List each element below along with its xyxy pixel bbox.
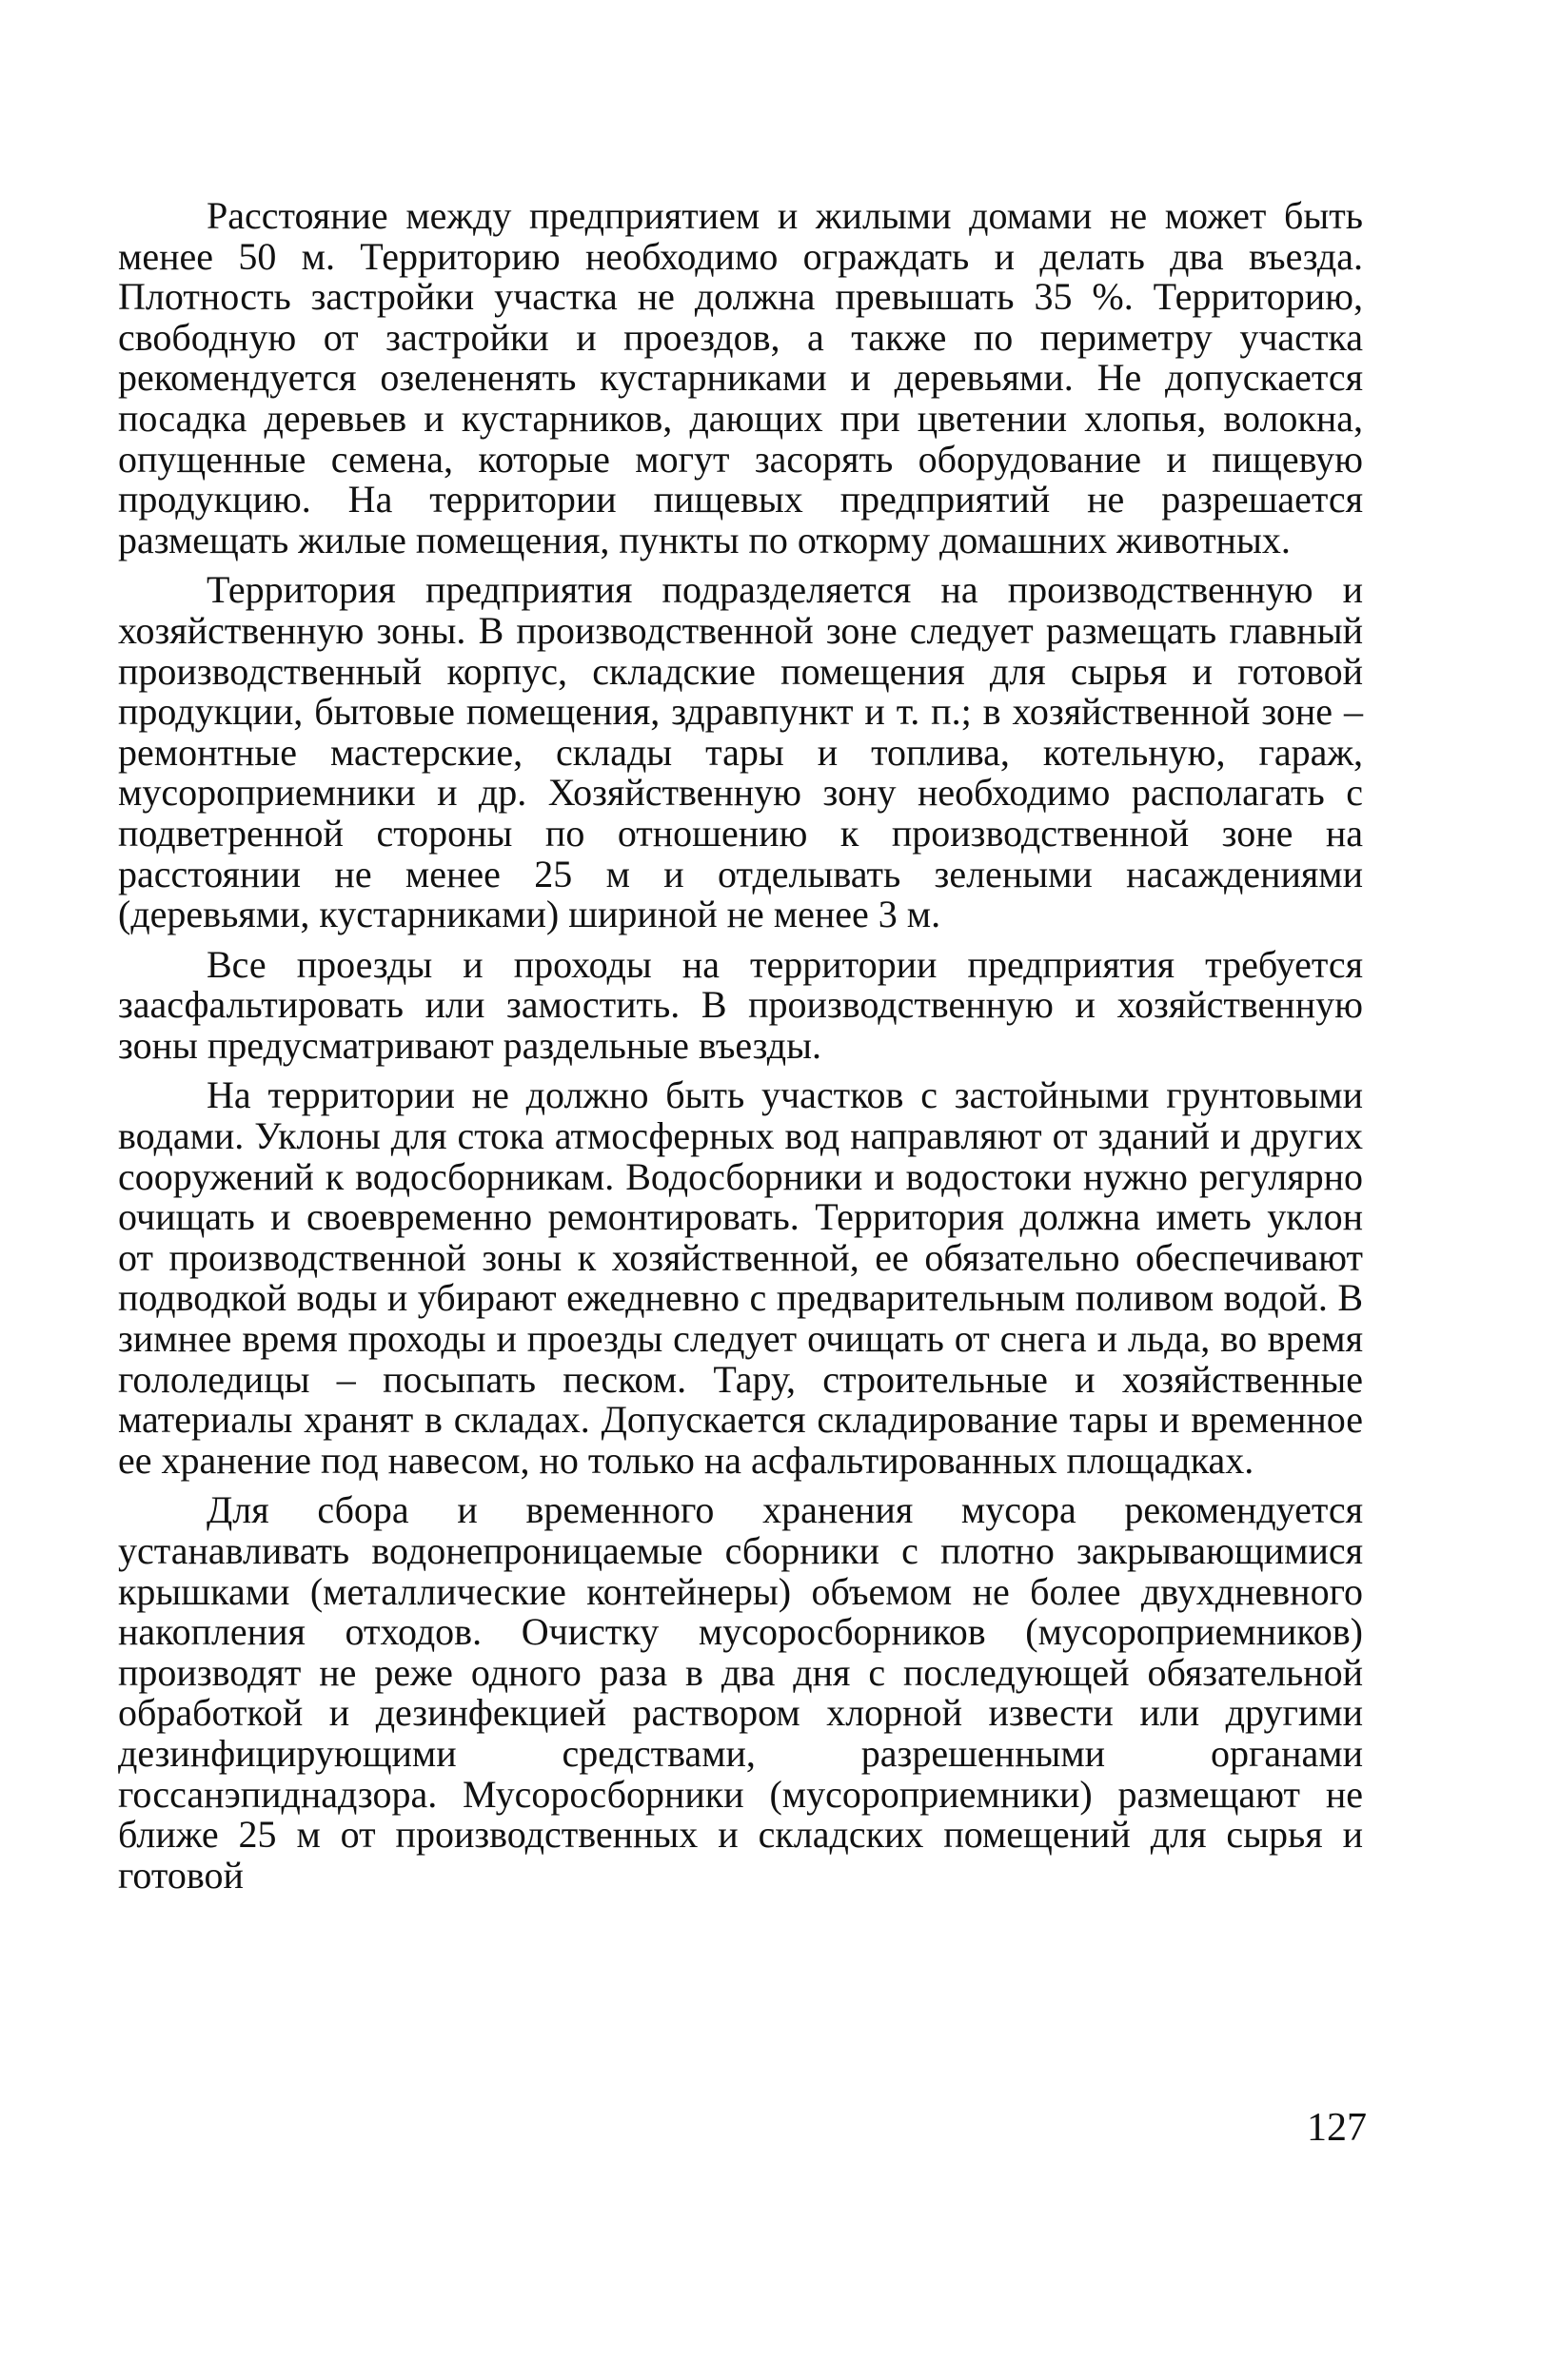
paragraph-2: Территория предприятия подразделяется на производственную и хозяйственную зоны. В производственной зоне следует размещать главный производственный корпус, складские помещения для сырья и готовой продукции, бытовые помещения, здравпункт и т. п.; в хозяйственной зоне – ремонтные мастерские, склады тары и топлива, котельную, гараж, мусороприемники и др. Хозяйственную зону необходимо располагать с подветренной стороны по отношению к производственной зоне на расстоянии не менее 25 м и отделывать зелеными насаждениями (деревьями, кустарниками) шириной не менее 3 м. [118,568,1363,936]
body-text [118,196,1363,1905]
page-number: 127 [1307,2106,1367,2150]
paragraph-4: На территории не должно быть участков с застойными грунтовыми водами. Уклоны для стока атмосферных вод направляют от зданий и других сооружений к водосборникам. Водосборники и водостоки нужно регулярно очищать и своевременно ремонтировать. Территория должна иметь уклон от производственной зоны к хозяйственной, ее обязательно обеспечивают подводкой воды и убирают ежедневно с предварительным поливом водой. В зимнее время проходы и проезды следует очищать от снега и льда, во время гололедицы – посыпать песком. Тару, строительные и хозяйственные материалы хранят в складах. Допускается складирование тары и временное ее хранение под навесом, но только на асфальтированных площадках. [118,1073,1363,1482]
paragraph-1: Расстояние между предприятием и жилыми домами не может быть менее 50 м. Территорию необходимо ограждать и делать два въезда. Плотность застройки участка не должна превышать 35 %. Территорию, свободную от застройки и проездов, а также по периметру участка рекомендуется озелененять кустарниками и деревьями. Не допускается посадка деревьев и кустарников, дающих при цветении хлопья, волокна, опущенные семена, которые могут засорять оборудование и пищевую продукцию. На территории пищевых предприятий не разрешается размещать жилые помещения, пункты по откорму домашних животных. [118,194,1363,561]
paragraph-5: Для сбора и временного хранения мусора рекомендуется устанавливать водонепроницаемые сборники с плотно закрывающимися крышками (металлические контейнеры) объемом не более двухдневного накопления отходов. Очистку мусоросборников (мусороприемников) производят не реже одного раза в два дня с последующей обязательной обработкой и дезинфекцией раствором хлорной извести или другими дезинфицирующими средствами, разрешенными органами госсанэпиднадзора. Мусоросборники (мусороприемники) размещают не ближе 25 м от производственных и складских помещений для сырья и готовой [118,1488,1363,1897]
paragraph-3: Все проезды и проходы на территории предприятия требуется заасфальтировать или замостить. В производственную и хозяйственную зоны предусматривают раздельные въезды. [118,942,1363,1067]
